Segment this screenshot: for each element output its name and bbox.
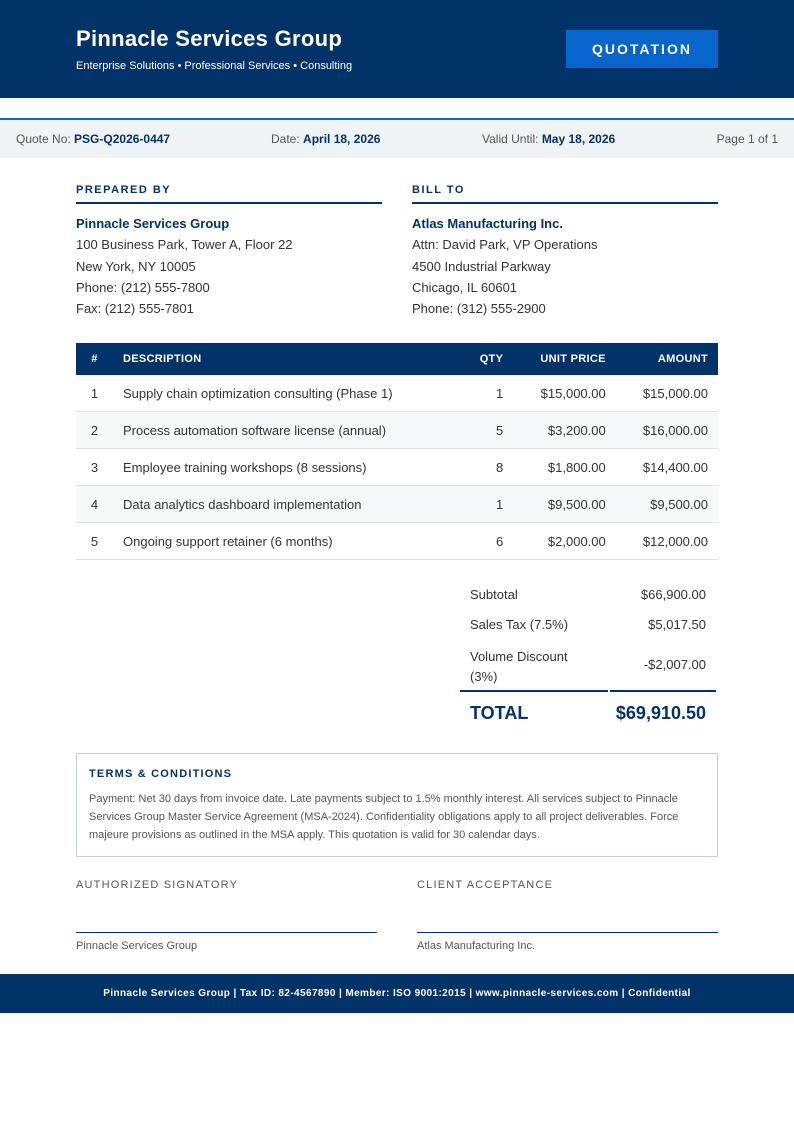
row-qty: 1	[461, 486, 513, 523]
row-qty: 1	[461, 375, 513, 412]
tax-value: $5,017.50	[648, 617, 706, 632]
row-amount: $15,000.00	[616, 375, 718, 412]
authorized-signatory-title: AUTHORIZED SIGNATORY	[76, 879, 239, 891]
bill-to-phone: Phone: (312) 555-2900	[412, 301, 546, 317]
quote-number-label: Quote No:	[16, 132, 71, 146]
row-unit-price: $2,000.00	[513, 523, 616, 560]
quote-meta-bar	[0, 118, 794, 158]
quote-number-value: PSG-Q2026-0447	[74, 132, 171, 146]
row-number: 5	[76, 523, 113, 560]
discount-value: -$2,007.00	[643, 657, 706, 672]
client-acceptance-block	[417, 879, 718, 952]
discount-label-line: (3%)	[470, 669, 498, 684]
discount-label-line: Volume Discount	[470, 649, 568, 664]
bill-to-address-line: 4500 Industrial Parkway	[412, 258, 551, 274]
authorized-signatory-name: Pinnacle Services Group	[76, 940, 198, 952]
grand-total-label: TOTAL	[470, 703, 529, 723]
valid-until-value: May 18, 2026	[541, 132, 616, 146]
line-items-header	[76, 343, 718, 375]
row-amount: $14,400.00	[616, 449, 718, 486]
terms-title: TERMS & CONDITIONS	[89, 768, 233, 780]
table-row	[76, 375, 718, 412]
bill-to-heading: BILL TO	[412, 184, 718, 204]
client-acceptance-name: Atlas Manufacturing Inc.	[417, 940, 536, 952]
quote-date-field	[271, 132, 380, 146]
row-description: Data analytics dashboard implementation	[113, 486, 461, 523]
row-description: Ongoing support retainer (6 months)	[113, 523, 461, 560]
quote-date-value: April 18, 2026	[303, 132, 381, 146]
prepared-by-fax: Fax: (212) 555-7801	[76, 301, 194, 317]
row-amount: $9,500.00	[616, 486, 718, 523]
footer-text: Pinnacle Services Group | Tax ID: 82-4567890 | Member: ISO 9001:2015 | www.pinnacle-services.com | Confidential	[103, 988, 691, 999]
prepared-by-block	[76, 213, 293, 319]
company-name: Pinnacle Services Group	[76, 26, 343, 51]
table-row	[76, 486, 718, 523]
prepared-by-name: Pinnacle Services Group	[76, 216, 230, 231]
subtotal-label: Subtotal	[470, 587, 518, 602]
authorized-signatory-block	[76, 879, 377, 952]
row-number: 2	[76, 412, 113, 449]
prepared-by-phone: Phone: (212) 555-7800	[76, 279, 210, 295]
col-header-qty: QTY	[461, 343, 513, 375]
valid-until-field	[482, 132, 615, 146]
signature-line	[76, 932, 377, 933]
row-amount: $16,000.00	[616, 412, 718, 449]
table-row	[76, 412, 718, 449]
row-qty: 6	[461, 523, 513, 560]
bill-to-block	[412, 213, 597, 319]
total-divider	[460, 690, 608, 692]
terms-body: Payment: Net 30 days from invoice date. Late payments subject to 1.5% monthly interest. All services subject to Pinnacle Services Group Master Service Agreement (MSA-2024). Confidentiality obligations apply to all project deliverables. Force majeure provisions as outlined in the MSA apply. This quotation is valid for 30 calendar days.	[89, 793, 679, 841]
row-number: 3	[76, 449, 113, 486]
row-amount: $12,000.00	[616, 523, 718, 560]
header-banner	[0, 0, 794, 98]
line-items-body	[76, 375, 718, 560]
row-qty: 8	[461, 449, 513, 486]
prepared-by-address-line: 100 Business Park, Tower A, Floor 22	[76, 237, 293, 253]
row-description: Employee training workshops (8 sessions)	[113, 449, 461, 486]
row-number: 4	[76, 486, 113, 523]
quote-date-label: Date:	[271, 132, 300, 146]
discount-row	[460, 647, 716, 687]
tax-label: Sales Tax (7.5%)	[470, 617, 569, 632]
terms-box	[76, 753, 718, 857]
table-row	[76, 523, 718, 560]
row-qty: 5	[461, 412, 513, 449]
prepared-by-city-line: New York, NY 10005	[76, 258, 196, 274]
client-acceptance-title: CLIENT ACCEPTANCE	[417, 879, 554, 891]
subtotal-value: $66,900.00	[640, 587, 706, 602]
company-tagline: Enterprise Solutions • Professional Services • Consulting	[76, 60, 353, 72]
table-header-row	[76, 343, 718, 375]
line-items-table	[76, 343, 718, 560]
document-type-badge: QUOTATION	[566, 30, 718, 68]
col-header-amount: AMOUNT	[616, 343, 718, 375]
col-header-description: DESCRIPTION	[113, 343, 461, 375]
bill-to-attention: Attn: David Park, VP Operations	[412, 237, 598, 253]
page-indicator: Page 1 of 1	[716, 132, 778, 146]
valid-until-label: Valid Until:	[482, 132, 539, 146]
row-unit-price: $3,200.00	[513, 412, 616, 449]
bill-to-name: Atlas Manufacturing Inc.	[412, 216, 563, 231]
row-description: Process automation software license (annual)	[113, 412, 461, 449]
prepared-by-heading: PREPARED BY	[76, 184, 382, 204]
row-unit-price: $15,000.00	[513, 375, 616, 412]
row-description: Supply chain optimization consulting (Phase 1)	[113, 375, 461, 412]
discount-label	[470, 647, 568, 687]
grand-total-value: $69,910.50	[615, 703, 706, 723]
total-divider	[610, 690, 716, 692]
col-header-number: #	[76, 343, 113, 375]
row-number: 1	[76, 375, 113, 412]
signature-line	[417, 932, 718, 933]
footer-bar	[0, 974, 794, 1013]
row-unit-price: $9,500.00	[513, 486, 616, 523]
table-row	[76, 449, 718, 486]
col-header-unit-price: UNIT PRICE	[513, 343, 616, 375]
row-unit-price: $1,800.00	[513, 449, 616, 486]
quote-number-field	[16, 132, 170, 146]
bill-to-city-line: Chicago, IL 60601	[412, 279, 518, 295]
